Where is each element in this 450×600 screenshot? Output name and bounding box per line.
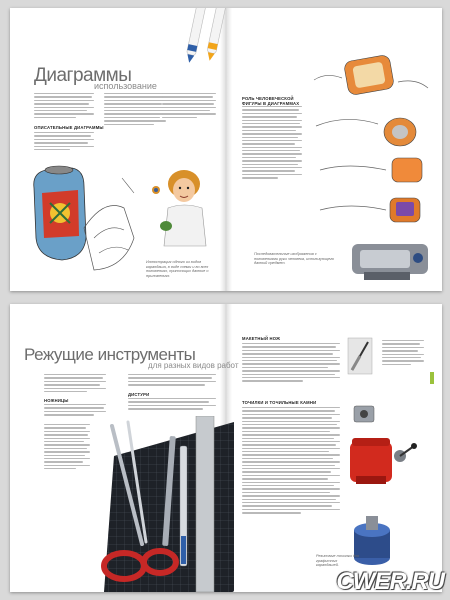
body-text-column-1b — [34, 132, 94, 150]
body-text-column-3 — [162, 93, 216, 118]
body-text-column-1 — [34, 93, 94, 118]
body-text-column-1b — [44, 404, 106, 416]
page-title: Режущие инструменты — [24, 345, 196, 364]
page-subtitle: для разных видов работ — [148, 361, 239, 370]
hand-sequence-illustration — [306, 52, 438, 242]
top-spread — [10, 8, 442, 291]
cutting-tools-photo — [84, 416, 234, 592]
body-text-column-2 — [128, 374, 216, 386]
crank-sharpener-photo — [342, 432, 420, 492]
section-heading-right-2: ТОЧИЛКИ И ТОЧИЛЬНЫЕ КАМНИ — [242, 400, 317, 405]
device-photo — [346, 236, 438, 286]
body-text-right — [242, 106, 302, 179]
knife-photo — [346, 334, 376, 378]
sidebar-text — [382, 340, 424, 365]
figure-caption: Иллюстрация одного из видов карандаша, в виде схемы и во всех положениях, приносящих данные о приложениях. — [146, 260, 209, 279]
page-subtitle: использование — [94, 81, 157, 91]
figure-caption-right: Резиновые точилки для графитных карандашей. — [316, 554, 360, 568]
watermark-logo: CWER.RU — [336, 568, 444, 595]
marker-pens-image — [178, 8, 236, 76]
character-illustration — [142, 160, 220, 260]
body-text-right-1 — [242, 343, 340, 382]
body-text-column-2b — [128, 398, 216, 410]
figure-caption-right: Последовательные изображения с положениями руки человека, использующего данный предмет. — [254, 252, 335, 266]
body-text-column-1 — [44, 374, 106, 392]
section-heading-right: РОЛЬ ЧЕЛОВЕЧЕСКОЙ ФИГУРЫ В ДИАГРАММАХ — [242, 96, 300, 106]
page-title: Диаграммы — [34, 65, 132, 86]
section-heading-right: МАКЕТНЫЙ НОЖ — [242, 336, 281, 341]
metal-sharpener-photo — [350, 400, 380, 428]
section-heading: НОЖНИЦЫ — [44, 398, 69, 403]
bottom-spread — [10, 304, 442, 592]
product-diagram-image — [24, 158, 144, 282]
accent-bar — [430, 372, 434, 384]
body-text-right-2 — [242, 407, 340, 514]
section-heading-2: ДИСТУРИ — [128, 392, 150, 397]
body-text-column-2 — [104, 93, 166, 125]
section-heading: ОПИСАТЕЛЬНЫЕ ДИАГРАММЫ — [34, 125, 104, 130]
